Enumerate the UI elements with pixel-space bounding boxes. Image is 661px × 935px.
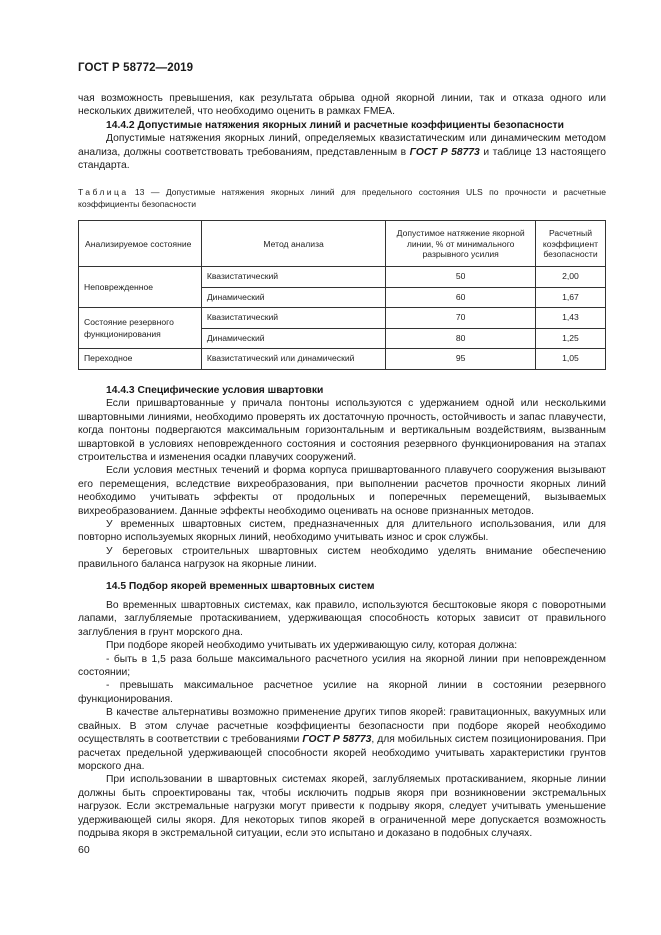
table-header-row (79, 221, 606, 267)
factor-cell: 1,67 (535, 287, 605, 308)
table-caption-text: 13 — Допустимые натяжения якорных линий для предельного состояния ULS по прочности и расчетные коэффициенты безопасности (78, 187, 606, 210)
tension-cell: 60 (386, 287, 536, 308)
paragraph: У временных швартовных систем, предназначенных для длительного использования, или для повторно используемых якорных линий, необходимо учитывать износ и срок службы. (78, 519, 606, 544)
column-header: Метод анализа (201, 221, 386, 267)
paragraph (78, 706, 606, 773)
column-header: Анализируемое состояние (79, 221, 202, 267)
list-item: - быть в 1,5 раза больше максимального расчетного усилия на якорной линии при неповрежденном состоянии; (78, 653, 606, 679)
text-run: В качестве альтернативы возможно применение других типов якорей: гравитационных, вакуумных или свайных. В этом случае расчетные коэффициенты безопасности при подборе якорей необходимо осуществлять в соответствии с требованиями (78, 707, 606, 746)
column-header: Расчетный коэффициент безопасности (535, 221, 605, 267)
table-caption (78, 186, 606, 210)
column-header: Допустимое натяжение якорной линии, % от минимального разрывного усилия (386, 221, 536, 267)
section-14-4-2-paragraph (78, 132, 606, 172)
table-row (79, 267, 606, 288)
method-cell: Квазистатический (201, 308, 386, 329)
paragraph: У береговых строительных швартовных систем необходимо уделять внимание обеспечению правильного баланса нагрузок на якорные линии. (78, 545, 606, 571)
paragraph: Во временных швартовных системах, как правило, используются бесштоковые якоря с поворотными лапами, заглубляемые протаскиванием, удерживающая способность которых зависит от правильного заглубления в грунт морского дна. (78, 600, 606, 638)
document-header: ГОСТ Р 58772—2019 (78, 62, 194, 74)
text-run: , для мобильных систем позиционирования. При расчетах предельной удерживающей способности якорей необходимо учитывать характеристики грунтов морского дна. (78, 734, 607, 772)
page-content (78, 92, 606, 840)
text-run: Допустимые натяжения якорных линий, определяемых квазистатическим или динамическим методом анализа, должны соответствовать требованиям, представленным в (78, 133, 606, 158)
table-row (79, 349, 606, 370)
paragraph: Если пришвартованные у причала понтоны используются с удержанием одной или несколькими швартовными линиями, необходимо проверять их достаточную прочность, остойчивость и запас плавучести, когда понтоны подвергаются максимальным горизонтальным и вертикальным воздействиям, вызванным швартовкой в условиях неповрежденного состояния и состояния резервного функционирования на этапах строительства и изменения осадки плавучих сооружений. (78, 398, 606, 463)
tension-cell: 95 (386, 349, 536, 370)
state-cell: Переходное (79, 349, 202, 370)
method-cell: Динамический (201, 328, 386, 349)
tension-cell: 50 (386, 267, 536, 288)
section-heading-14-4-3: 14.4.3 Специфические условия швартовки (106, 384, 324, 396)
section-heading-14-5: 14.5 Подбор якорей временных швартовных систем (106, 580, 375, 592)
table-caption-label: Таблица (78, 187, 129, 198)
state-cell: Состояние резервного функционирования (79, 308, 202, 349)
text-run: и таблице 13 настоящего стандарта. (78, 146, 607, 172)
factor-cell: 1,43 (535, 308, 605, 329)
tension-cell: 80 (386, 328, 536, 349)
factor-cell: 1,25 (535, 328, 605, 349)
factor-cell: 1,05 (535, 349, 605, 370)
method-cell: Динамический (201, 287, 386, 308)
method-cell: Квазистатический (201, 267, 386, 288)
state-cell: Неповрежденное (79, 267, 202, 308)
standard-reference: ГОСТ Р 58773 (302, 734, 372, 746)
paragraph: При подборе якорей необходимо учитывать их удерживающую силу, которая должна: (106, 640, 518, 652)
method-cell: Квазистатический или динамический (201, 349, 386, 370)
table-13 (78, 220, 606, 370)
page-number: 60 (78, 844, 90, 856)
paragraph: При использовании в швартовных системах якорей, заглубляемых протаскиванием, якорные линии должны быть спроектированы так, чтобы исключить подрыв якоря при возникновении экстремальных нагрузок. Если экстремальные нагрузки могут привести к подрыву якоря, следует учитывать уменьшение удерживающей силы якоря. Для некоторых типов якорей в ограниченной мере допускается возможность подрыва якоря в экстремальной ситуации, если это испытано и доказано в подобных случаях. (78, 774, 606, 839)
paragraph: Если условия местных течений и форма корпуса пришвартованного плавучего сооружения вызывают его перемещения, вследствие вихреобразования, при выполнении расчетов прочности якорных линий необходимо учитывать эффекты от продольных и поперечных перемещений, вызываемых вихреобразованием. Данные эффекты необходимо оценивать на основе признанных методов. (78, 465, 606, 517)
table-row (79, 308, 606, 329)
intro-paragraph: чая возможность превышения, как результата обрыва одной якорной линии, так и отказа одного или нескольких движителей, что необходимо оценить в рамках FMEA. (78, 93, 606, 118)
factor-cell: 2,00 (535, 267, 605, 288)
list-item: - превышать максимальное расчетное усилие на якорной линии в состоянии резервного функционирования. (78, 680, 606, 705)
section-heading-14-4-2: 14.4.2 Допустимые натяжения якорных линий и расчетные коэффициенты безопасности (106, 119, 564, 131)
standard-reference: ГОСТ Р 58773 (409, 146, 480, 158)
tension-cell: 70 (386, 308, 536, 329)
